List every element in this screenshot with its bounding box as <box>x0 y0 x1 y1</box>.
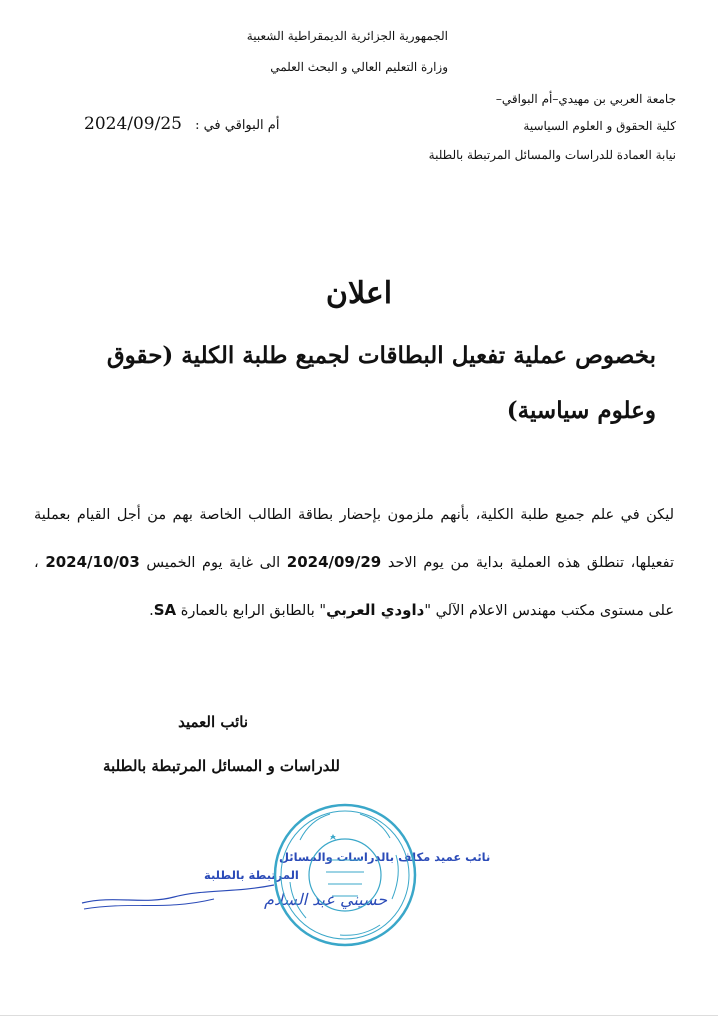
signer-handwriting: حسيني عبد السلام <box>264 890 388 909</box>
signature-stroke <box>82 885 274 903</box>
faculty-name: كلية الحقوق و العلوم السياسية <box>523 119 676 133</box>
signature-stamp <box>74 835 491 915</box>
body-text-1: ليكن في علم جميع طلبة الكلية، بأنهم ملزمون بإحضار بطاقة الطالب الخاصة بهم من أجل القيام بعملية تفعيلها، تنطلق هذه العملية بداية من يوم الاحد <box>34 507 674 571</box>
body-text-2: الى غاية يوم الخميس <box>139 555 287 571</box>
signature-subtitle: للدراسات و المسائل المرتبطة بالطلبة <box>103 757 340 775</box>
university-name: جامعة العربي بن مهيدي–أم البواقي– <box>495 92 676 106</box>
official-round-seal <box>270 800 420 950</box>
announcement-subject: بخصوص عملية تفعيل البطاقات لجميع طلبة الكلية (حقوق وعلوم سياسية) <box>106 342 656 424</box>
date-value: 2024/09/25 <box>84 114 182 134</box>
republic-name: الجمهورية الجزائرية الديمقراطية الشعبية <box>246 29 448 43</box>
stamp-line-1: نائب عميد مكلف بالدراسات والمسائل <box>279 850 491 864</box>
seal-text-marks <box>290 814 398 935</box>
date-label: أم البواقي في : <box>195 118 280 133</box>
seal-star-icon <box>330 834 336 840</box>
end-date: 2024/10/03 <box>45 553 140 571</box>
seal-inner-ring <box>281 811 409 939</box>
building-code: SA <box>153 601 177 619</box>
body-text-5: . <box>149 603 154 619</box>
stamp-line-2: المرتبطة بالطلبة <box>204 868 299 882</box>
seal-outer-ring <box>275 805 415 945</box>
ministry-name: وزارة التعليم العالي و البحث العلمي <box>270 60 448 74</box>
start-date: 2024/09/29 <box>286 553 382 571</box>
page-bottom-edge <box>0 1015 718 1016</box>
seal-center-ring <box>309 839 381 911</box>
engineer-name: داودي العربي <box>326 601 425 619</box>
date-line <box>84 114 279 134</box>
body-text-4: " بالطابق الرابع بالعمارة <box>176 603 327 619</box>
announcement-title: اعلان <box>325 276 393 311</box>
body-text-3: ، على مستوى مكتب مهندس الاعلام الآلي " <box>34 555 674 619</box>
signature-title: نائب العميد <box>178 713 248 731</box>
announcement-body <box>34 492 674 635</box>
deanship-name: نيابة العمادة للدراسات والمسائل المرتبطة بالطلبة <box>428 148 676 162</box>
